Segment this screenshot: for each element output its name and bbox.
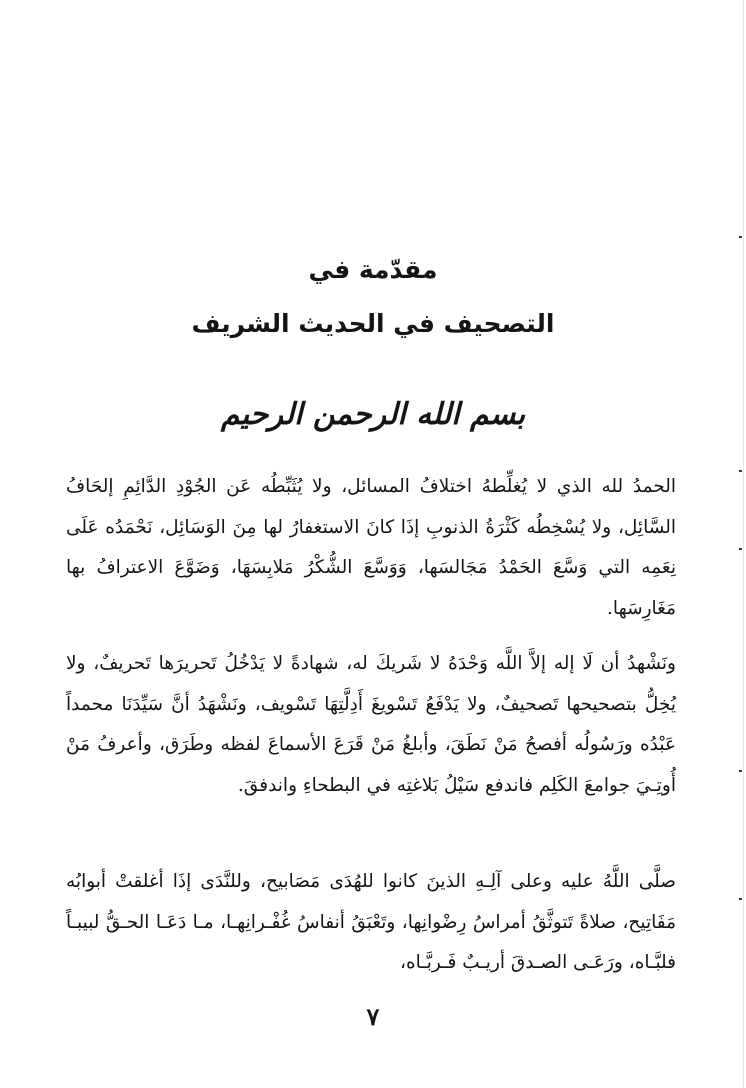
edge-mark xyxy=(739,770,742,772)
edge-mark xyxy=(739,898,742,900)
body-paragraph-3: صلَّى اللَّهُ عليه وعلى آلِـهِ الذينَ كانوا للهُدَى مَصَابيح، وللنَّدَى إذَا أغلقتْ أبوابُه مَفَاتِيح، صلاةً تَتوثَّقُ أمراسُ رِضْوانِها، وتَعْبَقُ أنفاسُ غُفْـرانِهـا، مـا دَعَـا الحـقُّ لبيبـاً فلبَّـاه، ورَعَـى الصـدقَ أريـبٌ فَـربَّـاه، xyxy=(66,871,676,973)
edge-mark xyxy=(739,470,742,472)
chapter-title-line-1: مقدّمة في xyxy=(308,255,438,284)
edge-mark xyxy=(739,548,742,550)
body-paragraph-2: ونَشْهدُ أن لَا إله إلاَّ اللَّه وَحْدَهُ لا شَريكَ له، شهادةً لا يَدْخُلُ تَحريرَها تَحريفٌ، ولا يُخِلُّ بتصحيحها تَصحيفٌ، ولا يَدْفَعُ تَسْويغَ أَدِلَّتِهَا تَسْويف، ونَشْهَدُ أنَّ سَيِّدَنَا محمداً عَبْدُه ورَسُولُه أفصحُ مَنْ نَطَقَ، وأبلغُ مَنْ قَرَعَ الأسماعَ لفظه وطَرَق، وأعرفُ مَنْ أُوتِـيَ جوامعَ الكَلِم فاندفع سَيْلُ بَلاغتِه في البطحاءِ واندفقَ. xyxy=(66,653,676,796)
page-edge-shadow xyxy=(743,0,744,1088)
edge-mark xyxy=(739,236,742,238)
body-paragraph-1: الحمدُ لله الذي لا يُغلِّطهُ اختلافُ المسائل، ولا يُثَبِّطُه عَن الجُوْدِ الدَّائِمِ إلحَافُ السَّائِل، ولا يُسْخِطُه كَثْرَةُ الذنوبِ إذَا كانَ الاستغفارُ لها مِنَ الوَسَائِل، نَحْمَدُه عَلَى نِعَمِه التي وَسَّعَ الحَمْدُ مَجَالسَها، وَوَسَّعَ الشُّكْرُ مَلابِسَهَا، وَضَوَّعَ الاعترافُ بها مَغَارِسَها. xyxy=(66,476,676,619)
chapter-title-line-2: التصحيف في الحديث الشريف xyxy=(191,309,555,338)
basmala-calligraphy: بسم الله الرحمن الرحيم xyxy=(220,397,526,432)
page-number: ٧ xyxy=(366,1002,380,1031)
